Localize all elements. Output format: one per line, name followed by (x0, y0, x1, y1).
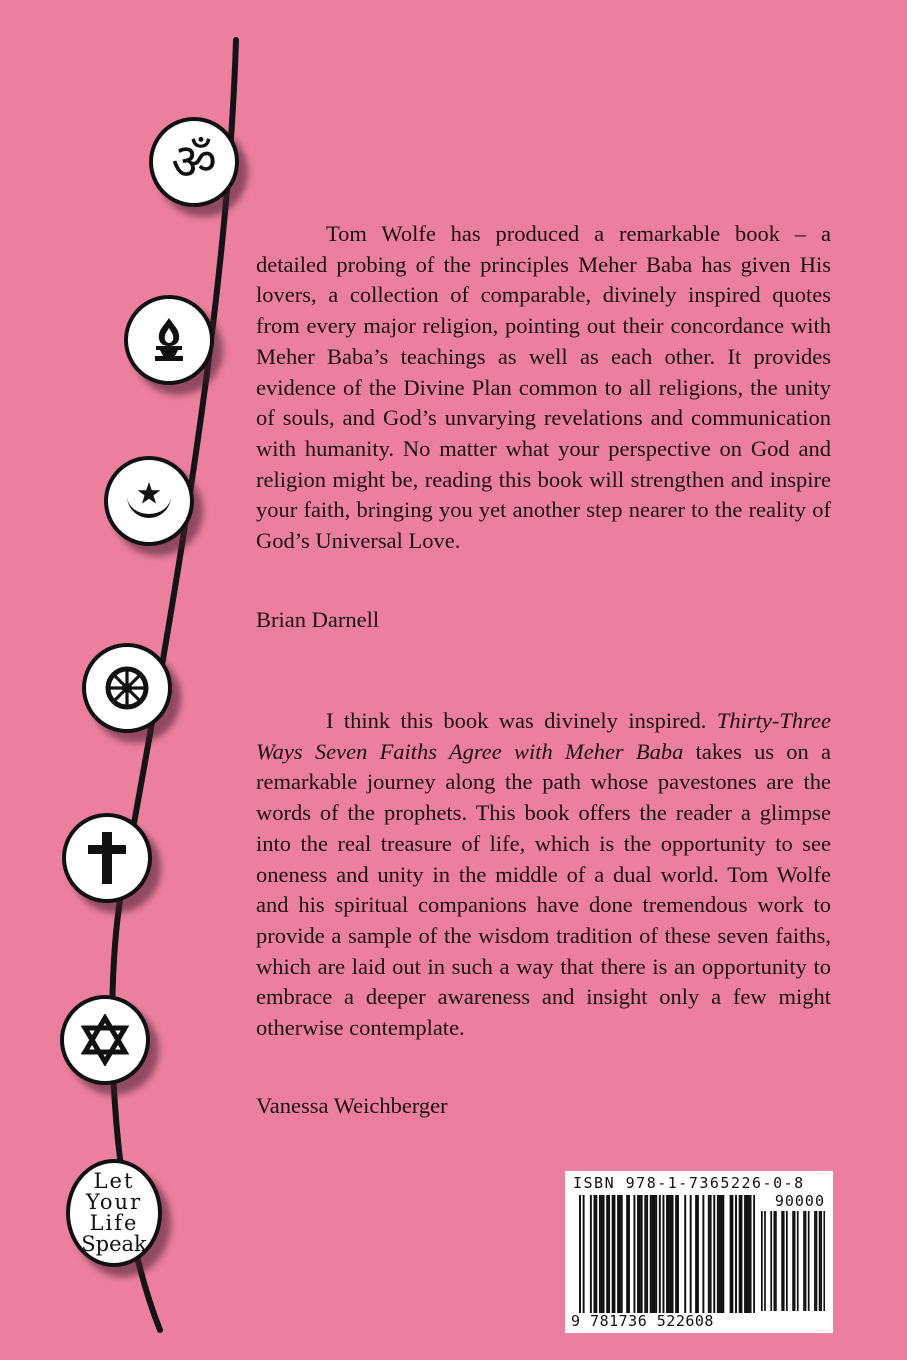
barcode-bar (662, 1195, 664, 1313)
motto-line: Speak (81, 1232, 147, 1256)
reviewer-name: Vanessa Weichberger (256, 1093, 448, 1118)
barcode-bar (740, 1195, 742, 1313)
barcode-bar (823, 1211, 825, 1311)
barcode-bar (783, 1211, 785, 1311)
barcode-bar (721, 1195, 723, 1313)
zoroastrian-fire-icon (144, 315, 194, 365)
barcode-bar (786, 1211, 788, 1311)
barcode-bar (603, 1195, 605, 1313)
cross-medallion (62, 813, 152, 903)
barcode-bar (731, 1195, 733, 1313)
book-title: Thirty-Three Ways Seven Faiths Agree with Meher Baba (256, 708, 831, 764)
barcode-bar (750, 1195, 752, 1313)
barcode-bar (695, 1195, 697, 1313)
barcode-bar (803, 1211, 805, 1311)
barcode-bar (684, 1195, 686, 1313)
barcode-bar (595, 1195, 597, 1313)
barcode-bar (617, 1195, 619, 1313)
barcode-bar (644, 1195, 646, 1313)
motto-line: Let (93, 1169, 135, 1193)
barcode-bar (655, 1195, 657, 1313)
review-lead: I think this book was divinely inspired. (326, 708, 717, 733)
barcode-bar (775, 1211, 777, 1311)
barcode-bar (599, 1195, 601, 1313)
review-vanessa-weichberger (256, 706, 831, 1044)
barcode-bar (702, 1195, 704, 1313)
barcode-bar (675, 1195, 677, 1313)
barcode-bar (739, 1195, 741, 1313)
barcode-bar (653, 1195, 655, 1313)
barcode-bar (650, 1195, 652, 1313)
barcode-bar (748, 1195, 750, 1313)
barcode-bar (794, 1211, 796, 1311)
barcode-bar (583, 1195, 585, 1313)
star-of-david-medallion (60, 995, 150, 1085)
barcode-bar (744, 1195, 746, 1313)
barcode-bar (730, 1195, 732, 1313)
barcode-bar (612, 1195, 614, 1313)
om-symbol-icon: ॐ (171, 133, 217, 191)
barcode-bar (710, 1195, 712, 1313)
dharma-wheel-medallion (82, 643, 172, 733)
barcode-bar (761, 1211, 763, 1311)
review-text: Tom Wolfe has produced a remarkable book – a detailed probing of the principles Meher Baba has given His lovers, a collection of comparable, divinely inspired quotes from every major religion, pointing out their concordance with Meher Baba’s teachings as well as each other. It provides evidence of the Divine Plan common to all religions, the unity of souls, and God’s unvarying revelations and communication with humanity. No matter what your perspective on God and religion might be, reading this book will strengthen and inspire your faith, bringing you yet another step nearer to the reality of God’s Universal Love. (256, 221, 831, 554)
barcode-bar (820, 1211, 822, 1311)
barcode-bar (677, 1195, 679, 1313)
barcode-bar (697, 1195, 699, 1313)
barcode-bar (633, 1195, 635, 1313)
barcode-bar (797, 1211, 799, 1311)
fire-symbol-medallion (124, 295, 214, 385)
cross-icon (85, 830, 129, 886)
barcode-bar (619, 1195, 621, 1313)
star-crescent-medallion (104, 456, 194, 546)
barcode-bar (819, 1211, 821, 1311)
dharma-wheel-icon (103, 664, 151, 712)
barcode-bar (764, 1211, 766, 1311)
barcode-bar (579, 1195, 581, 1313)
barcode-bar (594, 1195, 596, 1313)
barcode-bar (613, 1195, 615, 1313)
om-symbol-medallion (149, 117, 239, 207)
barcode-bar (719, 1195, 721, 1313)
barcode-bar (626, 1195, 628, 1313)
barcode-bar (672, 1195, 674, 1313)
barcode-bar (792, 1211, 794, 1311)
barcode-bar (668, 1195, 670, 1313)
isbn-barcode (565, 1171, 833, 1333)
barcode-bar (608, 1195, 610, 1313)
barcode-bar (816, 1211, 818, 1311)
motto-line: Your (85, 1190, 143, 1214)
barcode-bar (606, 1195, 608, 1313)
star-of-david-icon (79, 1014, 131, 1066)
barcode-bar (659, 1195, 661, 1313)
barcode-bar (770, 1211, 772, 1311)
barcode-bar (670, 1195, 672, 1313)
barcode-bar (690, 1195, 692, 1313)
barcode-bar (646, 1195, 648, 1313)
isbn-label: ISBN 978-1-7365226-0-8 (573, 1174, 805, 1192)
barcode-bar (717, 1195, 719, 1313)
barcode-bar (639, 1195, 641, 1313)
ean-digits: 9 781736 522608 (571, 1312, 714, 1330)
barcode-bar (814, 1211, 816, 1311)
barcode-bar (773, 1211, 775, 1311)
barcode-bar (637, 1195, 639, 1313)
star-crescent-icon (122, 474, 176, 528)
barcode-bar (590, 1195, 592, 1313)
barcode-bar (652, 1195, 654, 1313)
barcode-bar (735, 1195, 737, 1313)
review-brian-darnell (256, 219, 831, 557)
barcode-bar (753, 1195, 755, 1313)
barcode-bar (628, 1195, 630, 1313)
reviewer-name: Brian Darnell (256, 607, 380, 632)
barcode-bar (713, 1195, 715, 1313)
barcode-bar (708, 1195, 710, 1313)
barcode-bar (666, 1195, 668, 1313)
barcode-bar (805, 1211, 807, 1311)
barcode-bar (746, 1195, 748, 1313)
barcode-bar (808, 1211, 810, 1311)
barcode-bar (601, 1195, 603, 1313)
let-your-life-speak-medallion (66, 1159, 162, 1267)
price-barcode-bars (761, 1211, 825, 1311)
barcode-bar (621, 1195, 623, 1313)
price-code: 90000 (774, 1192, 825, 1210)
motto-line: Life (89, 1211, 139, 1235)
barcode-bar (722, 1195, 724, 1313)
review-text: takes us on a remarkable journey along the path whose pavestones are the words of the prophets. This book offers the reader a glimpse into the real treasure of life, which is the opportunity to see oneness and unity in the middle of a dual world. Tom Wolfe and his spiritual companions have done tremendous work to provide a sample of the wisdom tradition of these seven faiths, which are laid out in such a way that there is an opportunity to embrace a deeper awareness and insight only a few might otherwise contemplate. (256, 738, 831, 1041)
ean-barcode-bars (579, 1195, 755, 1313)
barcode-bar (641, 1195, 643, 1313)
barcode-bar (781, 1211, 783, 1311)
